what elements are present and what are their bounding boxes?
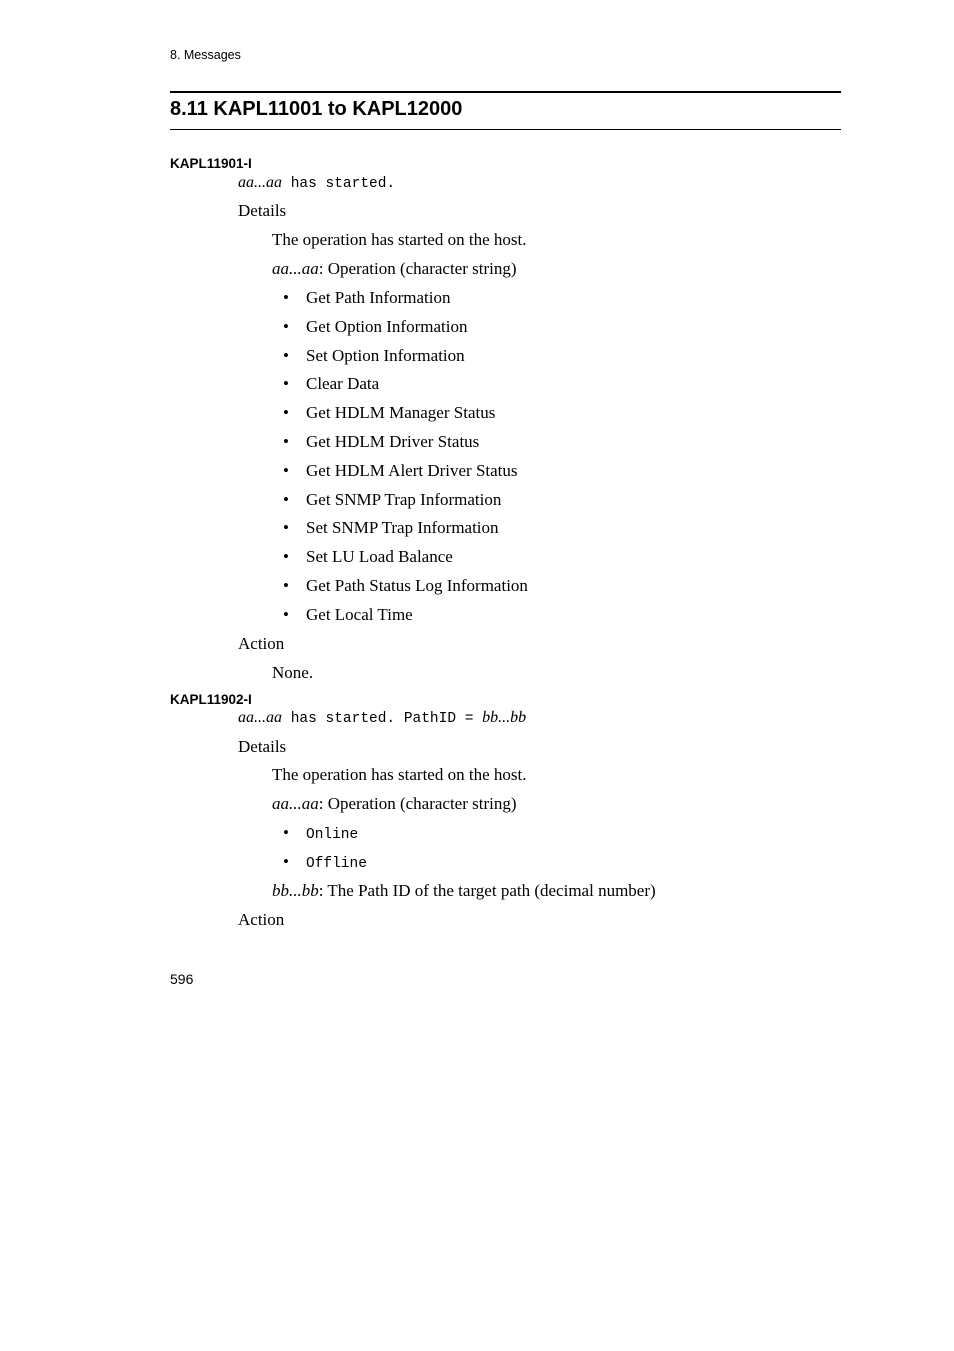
message-literal: has started. PathID =	[282, 711, 483, 727]
bullet-icon: •	[283, 460, 289, 480]
list-item	[283, 403, 495, 423]
action-heading: Action	[238, 910, 285, 929]
bullet-icon: •	[283, 852, 289, 871]
list-item-label: Get SNMP Trap Information	[306, 489, 502, 509]
message-literal: has started.	[282, 176, 396, 192]
list-item-label: Get Option Information	[306, 316, 468, 336]
variable-desc: : Operation (character string)	[318, 259, 517, 278]
variable-desc: : Operation (character string)	[318, 794, 517, 813]
bullet-icon: •	[283, 518, 289, 538]
bullet-icon: •	[283, 489, 289, 509]
variable-description	[272, 794, 517, 814]
variable-description	[272, 881, 656, 901]
bullet-icon: •	[283, 403, 289, 423]
message-variable: aa...aa	[238, 174, 282, 191]
message-id: KAPL11902-I	[170, 692, 252, 707]
bullet-icon: •	[283, 547, 289, 567]
list-item	[283, 605, 413, 625]
list-item	[283, 547, 453, 567]
list-item-label: Set SNMP Trap Information	[306, 518, 499, 538]
message-id: KAPL11901-I	[170, 156, 252, 171]
list-item	[283, 461, 518, 481]
variable-name: aa...aa	[272, 259, 319, 278]
variable-description	[272, 259, 517, 279]
variable-name: bb...bb	[272, 881, 319, 900]
list-item	[283, 374, 379, 394]
bullet-icon: •	[283, 604, 289, 624]
list-item	[283, 317, 467, 337]
message-text	[238, 709, 526, 727]
bullet-icon: •	[283, 432, 289, 451]
list-item-label: Set Option Information	[306, 345, 465, 365]
list-item	[283, 288, 450, 308]
list-item-label: Clear Data	[306, 374, 380, 394]
list-item	[283, 823, 358, 843]
running-header: 8. Messages	[170, 48, 241, 62]
title-rule-bottom	[170, 129, 841, 130]
page-number: 596	[170, 971, 194, 987]
list-item-label: Set LU Load Balance	[306, 547, 453, 567]
list-item	[283, 852, 367, 872]
action-heading: Action	[238, 634, 285, 653]
bullet-icon: •	[283, 288, 289, 307]
list-item-label: Get Path Information	[306, 288, 451, 307]
list-item	[283, 490, 501, 510]
list-item-label: Get Path Status Log Information	[306, 576, 528, 595]
list-item	[283, 432, 479, 452]
list-item-label: Offline	[306, 856, 367, 872]
message-variable: bb...bb	[482, 709, 527, 726]
variable-name: aa...aa	[272, 794, 319, 813]
bullet-icon: •	[283, 576, 289, 595]
list-item	[283, 576, 528, 596]
list-item-label: Get HDLM Manager Status	[306, 403, 496, 423]
details-text: The operation has started on the host.	[272, 230, 527, 249]
title-rule-top	[170, 91, 841, 93]
bullet-icon: •	[283, 345, 289, 365]
list-item	[283, 346, 465, 366]
message-variable: aa...aa	[238, 709, 282, 726]
bullet-icon: •	[283, 316, 289, 336]
list-item-label: Get HDLM Alert Driver Status	[306, 460, 518, 480]
list-item-label: Get HDLM Driver Status	[306, 432, 480, 451]
section-title: 8.11 KAPL11001 to KAPL12000	[170, 98, 463, 120]
details-text: The operation has started on the host.	[272, 765, 527, 784]
list-item	[283, 518, 499, 538]
message-text	[238, 174, 395, 192]
bullet-icon: •	[283, 823, 289, 842]
list-item-label: Get Local Time	[306, 604, 413, 624]
variable-desc: : The Path ID of the target path (decimal number)	[318, 881, 656, 900]
list-item-label: Online	[306, 827, 359, 843]
action-text: None.	[272, 663, 314, 682]
details-heading: Details	[238, 201, 287, 220]
bullet-icon: •	[283, 374, 289, 394]
details-heading: Details	[238, 737, 287, 756]
